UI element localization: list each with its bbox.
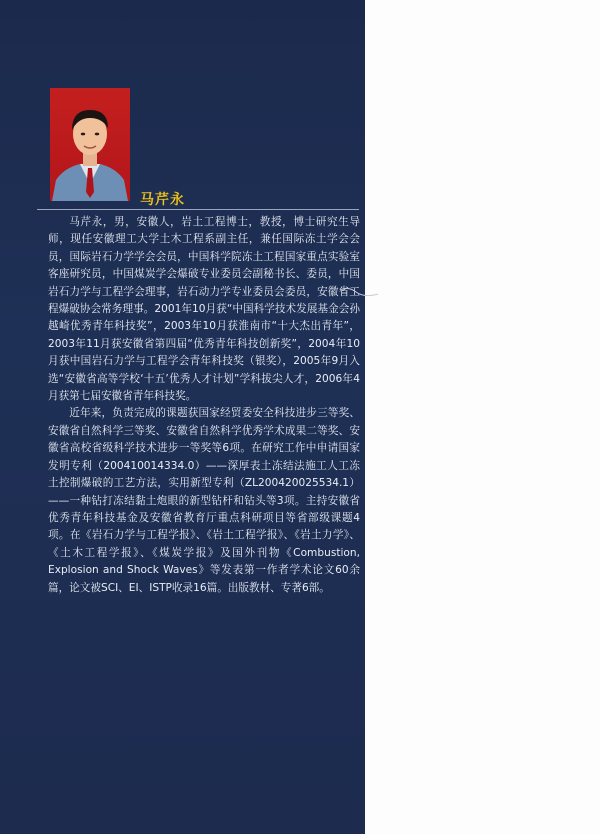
bio-paragraph-1: 马芹永，男，安徽人，岩土工程博士，教授，博士研究生导师，现任安徽理工大学土木工程系副主任，兼任国际冻土学会会员，国际岩石力学学会会员，中国科学院冻土工程国家重点实验室客座研究员，中国煤炭学会爆破专业委员会副秘书长、委员，中国岩石力学与工程学会理事，岩石动力学专业委员会委员，安徽省工程爆破协会常务理事。2001年10月获“中国科学技术发展基金会孙越崎优秀青年科技奖”，2003年10月获淮南市“十大杰出青年”，2003年11月获安徽省第四届“优秀青年科技创新奖”，2004年10月获中国岩石力学与工程学会青年科技奖（银奖），2005年9月入选“安徽省高等学校‘十五’优秀人才计划”学科拔尖人才，2006年4月获第七届安徽省青年科技奖。 [48,216,360,403]
blank-page-area [365,0,600,834]
divider-line [37,209,359,210]
author-photo [50,88,130,201]
author-name: 马芹永 [140,192,185,208]
stray-fiber-mark [340,276,380,306]
author-biography [48,214,360,597]
bio-paragraph-2: 近年来，负责完成的课题获国家经贸委安全科技进步三等奖、安徽省自然科学三等奖、安徽省自然科学优秀学术成果二等奖、安徽省高校省级科学技术进步一等奖等6项。在研究工作中申请国家发明专利（200410014334.0）——深厚表土冻结法施工人工冻土控制爆破的工艺方法，实用新型专利（ZL200420025534.1）——一种钻打冻结黏土炮眼的新型钻杆和钻头等3项。主持安徽省优秀青年科技基金及安徽省教育厅重点科研项目等省部级课题4项。在《岩石力学与工程学报》、《岩土工程学报》、《岩土力学》、《土木工程学报》、《煤炭学报》及国外刊物《Combustion, Explosion and Shock Waves》等发表第一作者学术论文60余篇，论文被SCI、EI、ISTP收录16篇。出版教材、专著6部。 [48,407,360,594]
